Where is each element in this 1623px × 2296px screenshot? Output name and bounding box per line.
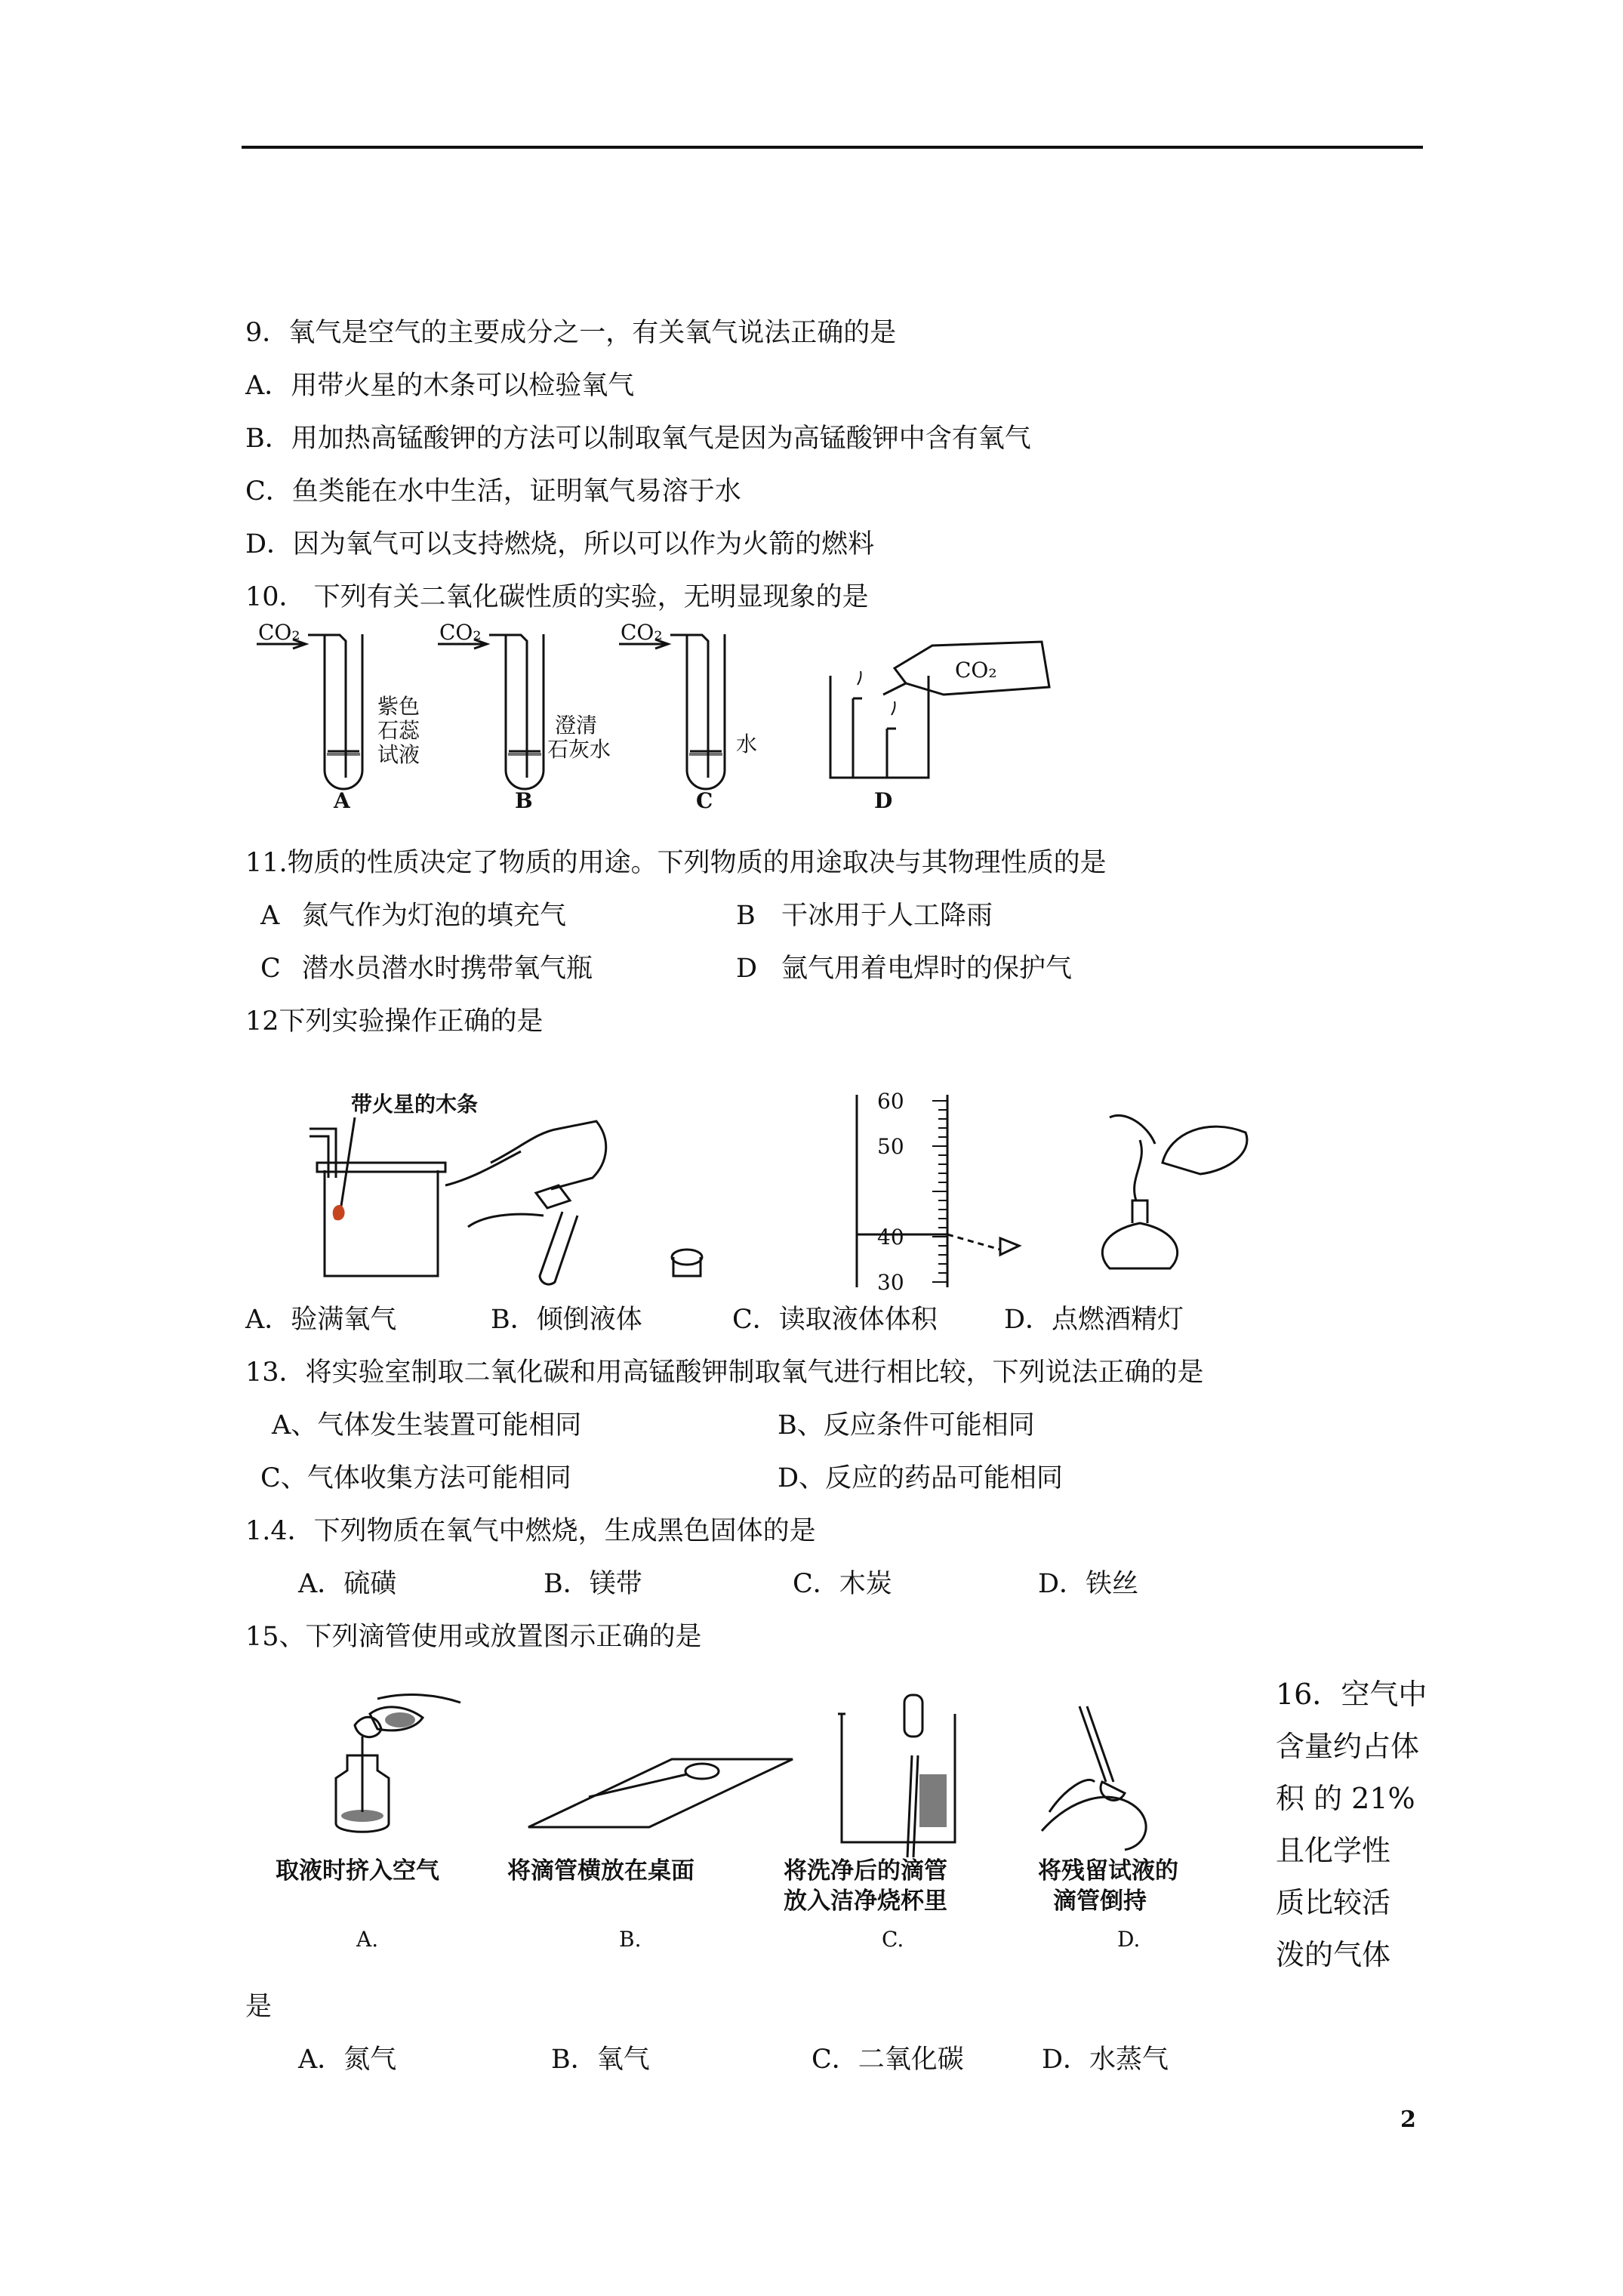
q15-caption-d-2: 滴管倒持 [1053,1888,1147,1915]
q13-option-c: C、气体收集方法可能相同 [260,1463,571,1493]
q9-stem: 9．氧气是空气的主要成分之一，有关氧气说法正确的是 [245,318,897,348]
q16-stem-line-1: 16．空气中 [1276,1678,1427,1711]
q10-letter-d: D [874,788,893,813]
q15-letter-a: A. [356,1927,379,1952]
q15-figure [264,1684,1261,1963]
q13-stem: 13．将实验室制取二氧化碳和用高锰酸钾制取氧气进行相比较，下列说法正确的是 [245,1358,1204,1388]
q10-letter-b: B [515,788,533,813]
co2-label-b: CO₂ [439,623,482,645]
cylinder-ticks [932,1101,947,1282]
q14-option-d: D．铁丝 [1038,1569,1139,1599]
q16-stem-line-4: 且化学性 [1276,1834,1391,1867]
header-rule [242,146,1423,149]
q15-letter-b: B. [619,1927,642,1952]
q15-stem: 15、下列滴管使用或放置图示正确的是 [245,1622,702,1652]
tick-50: 50 [877,1134,904,1159]
q13-option-a: A、气体发生装置可能相同 [272,1410,582,1441]
tube-a-label-2: 石蕊 [377,718,420,743]
tube-a-label-1: 紫色 [377,694,420,719]
q14-option-c: C．木炭 [793,1569,892,1599]
q15-caption-d-1: 将残留试液的 [1038,1857,1178,1885]
q9-option-b: B．用加热高锰酸钾的方法可以制取氧气是因为高锰酸钾中含有氧气 [245,424,1031,454]
q11-stem: 11.物质的性质决定了物质的用途。下列物质的用途取决与其物理性质的是 [245,848,1107,878]
q11-option-c-letter: C [260,954,281,984]
tube-c-label: 水 [736,732,758,757]
q14-stem: 1.4．下列物质在氧气中燃烧，生成黑色固体的是 [245,1516,816,1546]
q12-option-d: D．点燃酒精灯 [1004,1305,1184,1335]
q9-option-d: D．因为氧气可以支持燃烧，所以可以作为火箭的燃料 [245,529,875,559]
q16-option-a: A．氮气 [298,2045,397,2075]
q16-stem-line-3: 积 的 21% [1276,1782,1415,1815]
q10-figure [249,623,1095,815]
q15-caption-a: 取液时挤入空气 [276,1857,439,1885]
q10-letter-a: A [334,788,350,813]
bottle-label: CO₂ [955,658,997,683]
q9-option-c: C．鱼类能在水中生活，证明氧气易溶于水 [245,476,741,507]
q15-letter-d: D. [1117,1927,1141,1952]
q16-option-c: C．二氧化碳 [812,2045,964,2075]
page-number: 2 [1400,2106,1416,2133]
q15-caption-c-2: 放入洁净烧杯里 [784,1888,947,1915]
q16-stem-line-5: 质比较活 [1276,1886,1391,1919]
q15-caption-b: 将滴管横放在桌面 [507,1857,694,1885]
q11-option-b-text: 干冰用于人工降雨 [781,901,993,931]
q11-option-a-letter: A [260,901,280,931]
tick-40: 40 [877,1225,904,1250]
q15-letter-c: C. [882,1927,904,1952]
q12-figure [294,1087,1298,1291]
q11-option-a-text: 氮气作为灯泡的填充气 [302,901,567,931]
tube-b-label-1: 澄清 [555,713,598,738]
q12-stem: 12下列实验操作正确的是 [245,1006,544,1037]
q13-option-d: D、反应的药品可能相同 [778,1463,1064,1493]
tube-b-label-2: 石灰水 [547,737,611,762]
q11-option-b-letter: B [736,901,756,931]
q16-option-b: B．氧气 [551,2045,650,2075]
co2-label-c: CO₂ [621,623,663,645]
q11-option-c-text: 潜水员潜水时携带氧气瓶 [302,954,593,984]
tick-30: 30 [877,1270,904,1291]
q14-option-a: A．硫磺 [298,1569,397,1599]
co2-label-a: CO₂ [258,623,300,645]
q16-stem-line-6: 泼的气体 [1276,1938,1391,1971]
q16-stem-line-2: 含量约占体 [1276,1730,1420,1763]
q16-stem-end: 是 [245,1992,273,2022]
q11-option-d-text: 氩气用着电焊时的保护气 [781,954,1073,984]
q11-option-d-letter: D [736,954,758,984]
q16-stem-side [1276,1669,1427,1981]
q12-option-b: B．倾倒液体 [491,1305,642,1335]
q10-stem: 10． 下列有关二氧化碳性质的实验，无明显现象的是 [245,582,869,612]
q13-option-b: B、反应条件可能相同 [778,1410,1035,1441]
q16-option-d: D．水蒸气 [1042,2045,1169,2075]
q10-letter-c: C [696,788,713,813]
q12-option-c: C．读取液体体积 [732,1305,938,1335]
wood-splint-label: 带火星的木条 [351,1092,479,1117]
q15-caption-c-1: 将洗净后的滴管 [784,1857,947,1885]
q14-option-b: B．镁带 [544,1569,642,1599]
q12-option-a: A．验满氧气 [245,1305,397,1335]
tick-60: 60 [877,1089,904,1114]
q9-option-a: A．用带火星的木条可以检验氧气 [245,371,635,401]
tube-a-label-3: 试液 [377,742,420,767]
